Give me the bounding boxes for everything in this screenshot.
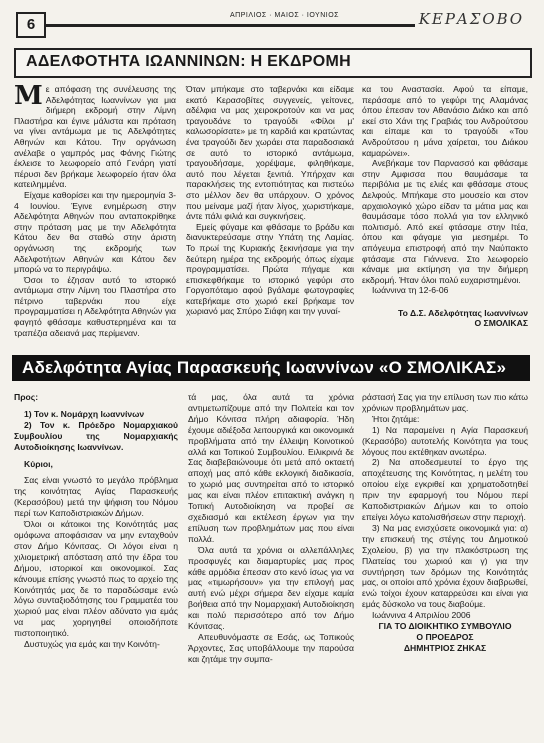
article2-title: Αδελφότητα Αγίας Παρασκευής Ιωαννίνων «Ο ΣΜΟΛΙΚΑΣ» xyxy=(22,358,507,377)
article1-paragraph: Όσοι το έζησαν αυτό το ιστορικό αντάμωμα στην Λίμνη του Πλαστήρα στο πέτρινο ταβερνάκι που είχε προγραμματίσει η Αδελφότητα Αθηνών για φαγητό φθάσαμε καθυστερημένα και τα τραπέζια αδειανά μας περίμεναν. xyxy=(14,274,176,338)
article1-column-2 xyxy=(186,84,354,317)
article1-dateline: Ιωάννινα τη 12-6-06 xyxy=(372,285,449,296)
letter-request-item: 2) Να αποδεσμευτεί το έργο της αποχέτευσης της Κοινότητας, η μελέτη του οποίου είχε εγκριθεί και χρηματοδοτηθεί πριν την εφαρμογή του Νόμου περί Καποδιστριακών Δήμων και το οποίο επείγει λόγω κατολισθήσεων στην περιοχή. xyxy=(362,457,528,522)
article1-column-1 xyxy=(14,81,176,338)
letter-request-item: 3) Να μας ενισχύσετε οικονομικά για: α) την επισκευή της στέγης του Δημοτικού Σχολείου, β) για την πλακόστρωση της Πλατείας του χωριού και γ) για την συντήρηση των δρόμων της Κοινότητάς μας, οι οποίοι από χρόνια έχουν διαβρωθεί, ενώ τοίχοι έχουν καταρρεύσει και είναι για εμάς δύσκολο να τους διαβούμε. xyxy=(362,522,528,610)
article1-banner xyxy=(14,48,532,78)
letter-to-label: Προς: xyxy=(14,392,39,402)
article1-paragraph: Όταν μπήκαμε στο ταβερνάκι και είδαμε εκατό Κερασοβίτες συγγενείς, γείτονες, αδέλφια να μας χειροκροτούν και να μας τραγουδάνε το τραγούδι «Φίλοι μ' καλωσορίσατε» με τη καρδιά και κρατώντας ένα τραγούδι δεν χωράει στα παραδοσιακά σε αυτό το ιστορικό αντάμωμα, τραγουδήσαμε, χορέψαμε, φιληθήκαμε, αυτό που λέγεται ξενιτιά. Υπήρχαν και παρακλήσεις της εντοπιότητας και πιστεύω στο μέλλον δεν θα υπάρχουν. Ο χρόνος που μείναμε μαζί ήταν λίγος, χωριστήκαμε, άντε πάλι φιλιά και συγκινήσεις. xyxy=(186,84,354,222)
issue-months: ΑΠΡΙΛΙΟΣ · ΜΑΙΟΣ · ΙΟΥΝΙΟΣ xyxy=(224,12,345,19)
drop-cap: Μ xyxy=(14,81,43,111)
letter-paragraph: Όλοι οι κάτοικοι της Κοινότητάς μας ομόφωνα αποφάσισαν να μην ενταχθούν στον Δήμο Κόνιτσας. Οι λόγοι είναι η χιλιομετρική απόσταση από την έδρα του Δήμου, ιστορικοί και οικονομικοί. Σας κάνουμε επίσης γνωστό πως το αρχείο της Κοινότητάς μας δε το παραδώσαμε ενώ λόγω συνταξιοδότησης του Γραμματέα του χωριού μας είναι πλέον αδύνατο για εμάς να μας χορηγηθεί οποιοδήποτε πιστοποιητικό. xyxy=(14,519,178,639)
page-header xyxy=(14,12,530,38)
letter-paragraph: τά μας, όλα αυτά τα χρόνια αντιμετωπίζουμε από την Πολιτεία και τον Δήμο Κόνιτσα πλήρη αδιαφορία. Ήδη έχουμε αδιέξοδα λειτουργικά και οικονομικά προβλήματα από την έλλειψη Κοινοτικού αλλά και Τοπικού Συμβουλίου. Ειλικρινά δε Σας διαβεβαιώνουμε ότι μετά από οκταετή αποχή μας από κάθε εκλογική διαδικασία, το χωριό μας συντηρείται από το ιστορικό μας και είναι πλέον επιτακτική ανάγκη η Τοπική Αυτοδιοίκηση να προβεί σε σχεδιασμό και εκτέλεση έργων για την επίλυση των προβλημάτων μας που είναι πολλά. xyxy=(188,392,354,544)
article2-column-1 xyxy=(14,392,178,650)
article1-signature: Το Δ.Σ. Αδελφότητας Ιωαννίνων xyxy=(398,307,528,318)
letter-paragraph: Απευθυνόμαστε σε Εσάς, ως Τοπικούς Άρχοντες, Σας υποβάλλουμε την παρούσα και ζητάμε την συμπα- xyxy=(188,631,354,664)
article2-banner xyxy=(12,355,530,381)
article2-column-3 xyxy=(362,392,528,654)
letter-dateline: Ιωάννινα 4 Απριλίου 2006 xyxy=(372,610,471,621)
letter-paragraph: Δυστυχώς για εμάς και την Κοινότη- xyxy=(24,639,160,650)
article1-signature-sub: Ο ΣΜΟΛΙΚΑΣ xyxy=(474,318,528,329)
letter-paragraph: Σας είναι γνωστό το μεγάλο πρόβλημα της κοινότητας Αγίας Παρασκευής (Κερασόβου) μετά την ψήφιση του Νόμου περί των Καποδιστριακών Δήμων. xyxy=(14,475,178,519)
letter-recipient: 1) Τον κ. Νομάρχη Ιωαννίνων xyxy=(24,408,145,419)
letter-recipient: 2) Τον κ. Πρόεδρο Νομαρχιακού Συμβουλίου της Νομαρχιακής Αυτοδιοίκησης Ιωαννίνων. xyxy=(14,419,178,452)
letter-paragraph: Ήτοι ζητάμε: xyxy=(372,413,420,424)
article1-paragraph: Με απόφαση της συνέλευσης της Αδελφότητας Ιωαννίνων για μια διήμερη εκδρομή στην Λίμνη Πλαστήρα και έγινε μάλιστα και πρόταση να γίνει αντάμωμα με τις Αδελφότητες Αθηνών και Κάτου. Την οργάνωση ανέλαβε ο γαμπρός μας Φάνης Γιώτης έκλεισε το λεωφορείο από Γενάρη γιατί πέρυσι δεν βρήκαμε λεωφορείο ήταν όλα κατειλημμένα. xyxy=(14,81,176,190)
article1-title: ΑΔΕΛΦΟΤΗΤΑ ΙΩΑΝΝΙΝΩΝ: Η ΕΚΔΡΟΜΗ xyxy=(26,53,352,70)
letter-paragraph: ράστασή Σας για την επίλυση των πιο κάτω χρόνιων προβλημάτων μας. xyxy=(362,392,528,413)
article1-column-3 xyxy=(362,84,528,329)
newspaper-name: ΚΕΡΑΣΟΒΟ xyxy=(415,10,528,28)
article1-paragraph: κα του Αναστασία. Αφού τα είπαμε, περάσαμε από το γεφύρι της Αλαμάνας όπου έπεσαν τον Αθανάσιο Διάκο και από εκεί στο Χάνι της Γραβιάς του Ανδρούτσου και είπαμε και το τραγούδι «Του Ανδρούτσου η μάνα χαίρεται, του Διάκου καμαρώνει». xyxy=(362,84,528,158)
letter-signature-line: Ο ΠΡΟΕΔΡΟΣ xyxy=(416,631,474,642)
letter-paragraph: Όλα αυτά τα χρόνια οι αλλεπάλληλες προσφυγές και διαμαρτυρίες μας προς κάθε αρμόδια έπεσαν στο κενό ίσως για να μας «τιμωρήσουν» για την επιλογή μας αυτή ενώ μέχρι σήμερα δεν είχαμε καμία βοήθεια από την Νομαρχιακή Αυτοδιοίκηση και πολύ περισσότερο από τον Δήμο Κόνιτσας. xyxy=(188,544,354,632)
letter-signature-line: ΓΙΑ ΤΟ ΔΙΟΙΚΗΤΙΚΟ ΣΥΜΒΟΥΛΙΟ xyxy=(378,621,512,632)
article1-paragraph: Ανεβήκαμε τον Παρνασσό και φθάσαμε στην Αμφισσα που θαυμάσαμε τα περιβόλια με τις ελιές και φθάσαμε στους Δελφούς. Μπήκαμε στο μουσείο και στον αρχαιολογικό χώρο είδαν τα μάτια μας και θαυμάσαμε τόσο πολλά για τον ελληνικό πολιτισμό. Από εκεί φτάσαμε στην Ιτέα, όπου και φάγαμε για μεσημέρι. Το απόγευμα επιστροφή από την Ναύπακτο φτάσαμε στα Γιάννενα. Στο λεωφορείο κάναμε μια εκτίμηση για την διήμερη εκδρομή. Ήταν όλοι πολύ ευχαριστημένοι. xyxy=(362,158,528,285)
page-number: 6 xyxy=(16,12,46,38)
letter-salutation: Κύριοι, xyxy=(24,458,53,469)
letter-signature-name: ΔΗΜΗΤΡΙΟΣ ΖΗΚΑΣ xyxy=(403,642,487,653)
article1-paragraph: Εμείς φύγαμε και φθάσαμε το βράδυ και διανυκτερεύσαμε στην Υπάτη της Λαμίας. Το πρωί της Κυριακής ξεκινήσαμε για την δεύτερη ημέρα της εκδρομής όπως είχαμε προγραμματίσει. Πρώτα πήγαμε και επισκεφθήκαμε το ιστορικό γεφύρι στο Γοργοπόταμο αφού βγάλαμε φωτογραφίες κατεβήκαμε στο χωριό εκεί βρήκαμε τον χωριανό μας Σπύρο Σιάφη και την γυναί- xyxy=(186,221,354,317)
article1-paragraph: Είχαμε καθορίσει και την ημερομηνία 3-4 Ιουνίου. Έγινε ενημέρωση στην Αδελφότητα Αθηνών που ανταποκρίθηκε στην πρόταση μας με την Αδελφότητα Κάτου δεν θα σταθώ στην άριστη οργάνωση της εκδρομής των Αδελφοτήτων Αθηνών και Κάτου δεν μπορώ να το περιγράψω. xyxy=(14,189,176,275)
article2-column-2 xyxy=(188,392,354,665)
letter-request-item: 1) Να παραμείνει η Αγία Παρασκευή (Κερασόβο) αυτοτελής Κοινότητα για τους λόγους που εκτέθηκαν ανωτέρω. xyxy=(362,424,528,457)
